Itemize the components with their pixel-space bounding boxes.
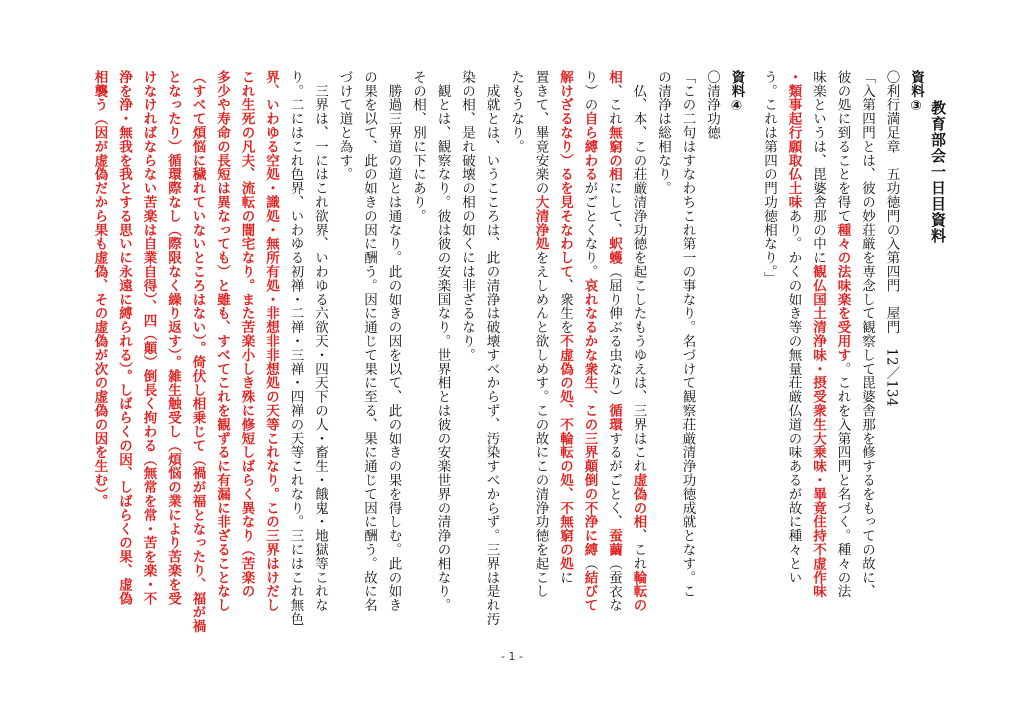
text-line xyxy=(161,70,186,670)
section4-lines xyxy=(87,70,700,670)
text-segment: 観とは、観察なり。彼は彼の安楽国なり。世界相とは彼の安楽世界の清浄の相なり。 xyxy=(434,70,451,613)
highlighted-text: 不虚偽の処、不輪転の処、不無窮の処 xyxy=(557,334,573,571)
text-segment: 「入第四門とは、彼の妙荘厳を専念して観察して毘婆舎那を修するをもっての故に、 xyxy=(859,70,875,599)
text-line xyxy=(504,70,529,670)
highlighted-text: 輪転の xyxy=(630,570,647,613)
text-segment: （屈り伸ぶる虫なり） xyxy=(606,264,622,404)
text-line xyxy=(430,70,455,670)
section4-subheading: 〇清浄功徳 xyxy=(704,70,720,140)
text-line xyxy=(136,70,161,670)
text-segment: たもうなり。 xyxy=(508,70,524,154)
highlighted-text: 蚕繭 xyxy=(606,528,622,557)
text-segment: 。これを入第四門と名づく。種々の法 xyxy=(834,361,851,599)
highlighted-text: 虚偽の相 xyxy=(630,473,647,529)
page-number: - 1 - xyxy=(501,650,523,663)
text-line xyxy=(234,70,259,670)
document-title: 教育部会一日目資料 xyxy=(929,100,947,244)
text-segment: 三界は、一にはこれ欲界、いわゆる六欲天・四天下の人・畜生・餓鬼・地獄等これな xyxy=(312,70,328,613)
text-segment: あり。かくの如き等の無量荘厳仏道の味あるが故に種々とい xyxy=(785,209,802,585)
highlighted-text: 無窮の相 xyxy=(606,125,622,182)
text-line xyxy=(479,70,504,670)
highlighted-text: これ生死の凡夫、流転の闇宅なり。また苦楽小しき殊に修短しばらく異なり xyxy=(238,70,255,543)
highlighted-text: 自ら縛わる xyxy=(581,111,598,182)
text-segment: に xyxy=(557,570,573,585)
highlighted-text: （禍が福となったり、福が禍 xyxy=(189,452,206,634)
text-line xyxy=(675,70,700,670)
highlighted-text: 循環 xyxy=(606,403,622,432)
text-line xyxy=(602,70,627,670)
highlighted-text: （煩悩の業により苦楽を受 xyxy=(165,438,181,606)
text-segment: づけて道と為す。 xyxy=(336,70,353,182)
highlighted-text: 相 xyxy=(606,70,622,84)
text-line xyxy=(406,70,431,670)
text-segment: 、衆生を xyxy=(557,278,573,335)
text-line xyxy=(357,70,382,670)
highlighted-text: 観仏国土清浄味・摂受衆生大乗味・畢竟住持不虚作味 xyxy=(810,264,826,599)
highlighted-text: けなければならない苦楽は自業自得）、四（顛）倒長く拘わる xyxy=(140,70,157,453)
section-gap xyxy=(749,70,757,670)
text-segment: 、これ xyxy=(630,528,647,571)
highlighted-text: 結びて xyxy=(581,570,598,613)
text-line xyxy=(781,70,806,670)
text-line xyxy=(332,70,357,670)
text-segment: 、これ xyxy=(606,83,622,126)
highlighted-text: ・類事起行願取仏土味 xyxy=(785,70,802,209)
section4-heading: 資料④ xyxy=(728,70,745,115)
text-line xyxy=(577,70,602,670)
text-line xyxy=(87,70,112,670)
text-segment: 「この二句はすなわちこれ第一の事なり。名づけて観察荘厳清浄功徳成就となす。こ xyxy=(679,70,696,599)
text-line xyxy=(185,70,210,670)
highlighted-text: 界、いわゆる空処・識処・無所有処・非想非非想処の天等これなり。この三界はけだし xyxy=(263,70,279,613)
highlighted-text: 解けざるなり）るを見そなわして xyxy=(557,70,573,279)
text-line xyxy=(381,70,406,670)
text-line xyxy=(308,70,333,670)
text-segment: （蚕衣な xyxy=(606,556,622,613)
highlighted-text: 多少や寿命の長短は異なっても）と雖も、すべてこれを観ずるに有漏に非ざることなし xyxy=(214,70,230,613)
document-body xyxy=(87,70,928,670)
highlighted-text: 大清浄処 xyxy=(532,195,549,251)
highlighted-text: となったり）循環際なし xyxy=(165,70,181,223)
text-segment: り）の xyxy=(581,70,598,112)
highlighted-text: （因が虚偽だから果も虚偽、その虚偽が次の虚偽の因を生む）。 xyxy=(91,111,108,509)
text-line xyxy=(830,70,855,670)
highlighted-text: 哀れなるかな衆生、この三界顛倒の不浄に xyxy=(581,278,598,543)
text-line xyxy=(210,70,235,670)
text-segment: 仏、本、この荘厳清浄功徳を起こしたもうゆえは、三界はこれ xyxy=(630,70,647,474)
highlighted-text: 蚇蠖 xyxy=(606,236,622,265)
text-segment: にして、 xyxy=(606,181,622,237)
highlighted-text: （際限なく繰り返す）。雑生触受し xyxy=(165,222,181,439)
section3-lines xyxy=(757,70,880,670)
text-segment: 成就とは、いうこころは、此の清浄は破壊すべからず、汚染すべからず。三界は是れ汚 xyxy=(483,70,500,626)
text-line xyxy=(855,70,880,670)
highlighted-text: 種々の法味楽を受用す xyxy=(834,222,851,362)
section3-heading: 資料③ xyxy=(908,70,924,115)
text-segment: 勝過三界道の道とは通なり。此の如きの因を以て、此の如きの果を得しむ。此の如き xyxy=(385,70,402,613)
text-line xyxy=(259,70,284,670)
text-line xyxy=(455,70,480,670)
text-line xyxy=(283,70,308,670)
highlighted-text: （苦楽の xyxy=(238,542,255,599)
text-line xyxy=(757,70,782,670)
text-segment: 置きて、畢竟安楽の xyxy=(532,70,549,196)
text-segment: う。これは第四の門功徳相なり。」 xyxy=(761,70,777,286)
highlighted-text: 縛 xyxy=(581,542,598,557)
text-segment: 染の相、是れ破壊の相の如くには非ざるなり。 xyxy=(459,70,475,362)
highlighted-text: （無常を常・苦を楽・不 xyxy=(140,452,157,606)
text-segment: がごとくなり。 xyxy=(581,181,598,279)
highlighted-text: 相襲う xyxy=(91,70,108,112)
text-segment: その相、別に下にあり。 xyxy=(410,70,426,223)
section3-source: 〇利行満足章 五功徳門の入第四門 屋門 12／134 xyxy=(883,70,900,407)
highlighted-text: （すべて煩悩に穢れていないところはない）。倚伏し相乗じて xyxy=(189,70,206,453)
text-segment: の清浄は総相なり。 xyxy=(655,70,671,196)
text-segment: （ xyxy=(581,556,598,571)
highlighted-text: 浄を浄・無我を我とする思いに永遠に縛られる）。しばらくの因、しばらくの果、虚偽 xyxy=(116,70,132,606)
text-line xyxy=(806,70,831,670)
text-line xyxy=(112,70,137,670)
text-line xyxy=(553,70,578,670)
text-segment: り。二にはこれ色界、いわゆる初禅・二禅・三禅・四禅の天等これなり。三にはこれ無色 xyxy=(287,70,304,626)
text-line xyxy=(528,70,553,670)
text-segment: をえしめんと欲しめす。この故にこの清浄功徳を起こし xyxy=(532,250,549,599)
text-segment: の果を以て、此の如きの因に酬う。因に通じて果に至る、果に通じて因に酬う。故に名 xyxy=(361,70,377,613)
text-segment: 味楽というは、毘婆舎那の中に xyxy=(810,70,826,265)
text-line xyxy=(626,70,651,670)
text-segment: 彼の処に到ることを得て xyxy=(834,70,851,223)
text-segment: するがごとく、 xyxy=(606,431,622,529)
text-line xyxy=(651,70,676,670)
